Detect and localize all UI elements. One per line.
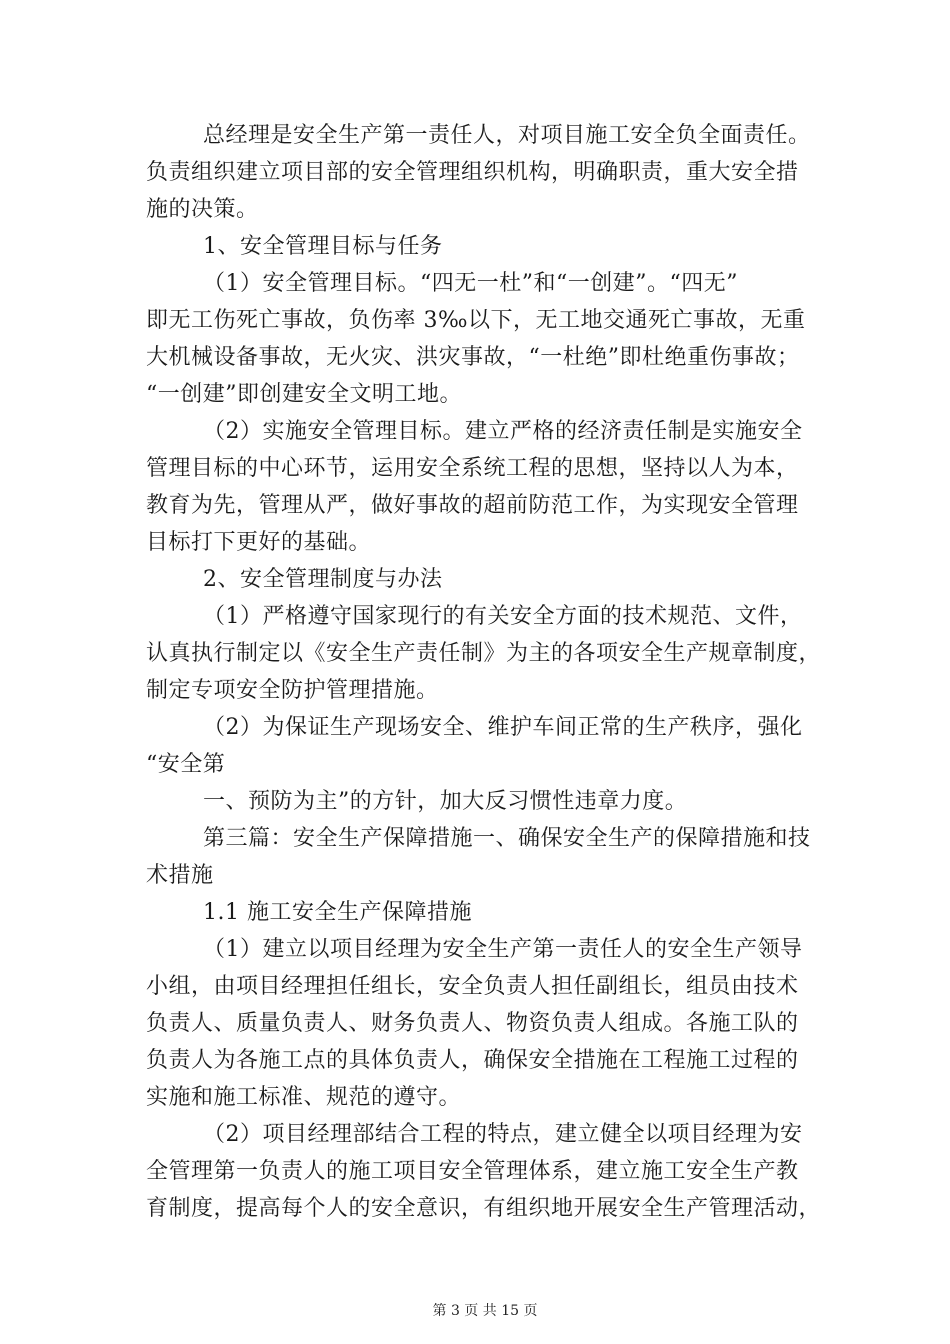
text-line: （1）严格遵守国家现行的有关安全方面的技术规范、文件， <box>203 604 803 629</box>
text-line: 一、预防为主”的方针，加大反习惯性违章力度。 <box>203 789 688 814</box>
text-line: 认真执行制定以《安全生产责任制》为主的各项安全生产规章制度， <box>146 641 822 666</box>
text-line: （1）建立以项目经理为安全生产第一责任人的安全生产领导 <box>203 937 803 962</box>
text-line: 术措施 <box>146 863 214 888</box>
text-line: 小组，由项目经理担任组长，安全负责人担任副组长，组员由技术 <box>146 974 799 999</box>
text-line: 负责人、质量负责人、财务负责人、物资负责人组成。各施工队的 <box>146 1011 799 1036</box>
text-line: 负责组织建立项目部的安全管理组织机构，明确职责，重大安全措 <box>146 160 799 185</box>
text-line: “安全第 <box>146 752 226 777</box>
text-line: 1、安全管理目标与任务 <box>203 234 443 259</box>
text-line: 2、安全管理制度与办法 <box>203 567 443 592</box>
text-line: 制定专项安全防护管理措施。 <box>146 678 439 703</box>
text-line: 大机械设备事故，无火灾、洪灾事故，“一杜绝”即杜绝重伤事故； <box>146 345 800 370</box>
text-line: 实施和施工标准、规范的遵守。 <box>146 1085 462 1110</box>
text-line: 教育为先，管理从严，做好事故的超前防范工作，为实现安全管理 <box>146 493 799 518</box>
text-line: （2）项目经理部结合工程的特点，建立健全以项目经理为安 <box>203 1122 803 1147</box>
text-line: （1）安全管理目标。“四无一杜”和“一创建”。“四无” <box>203 271 738 296</box>
text-line: 1.1 施工安全生产保障措施 <box>203 900 472 925</box>
text-line: 目标打下更好的基础。 <box>146 530 372 555</box>
text-line: 全管理第一负责人的施工项目安全管理体系，建立施工安全生产教 <box>146 1159 799 1184</box>
text-line: 总经理是安全生产第一责任人，对项目施工安全负全面责任。 <box>203 123 811 148</box>
text-line: 育制度，提高每个人的安全意识，有组织地开展安全生产管理活动， <box>146 1196 822 1221</box>
text-line: “一创建”即创建安全文明工地。 <box>146 382 462 407</box>
text-line: 第三篇：安全生产保障措施一、确保安全生产的保障措施和技 <box>203 826 811 851</box>
text-line: （2）实施安全管理目标。建立严格的经济责任制是实施安全 <box>203 419 803 444</box>
text-line: 管理目标的中心环节，运用安全系统工程的思想，坚持以人为本， <box>146 456 799 481</box>
text-line: 施的决策。 <box>146 197 259 222</box>
text-line: 负责人为各施工点的具体负责人，确保安全措施在工程施工过程的 <box>146 1048 799 1073</box>
text-line: 即无工伤死亡事故，负伤率 3‰以下，无工地交通死亡事故，无重 <box>146 308 806 333</box>
page-number-footer: 第 3 页 共 15 页 <box>432 1303 538 1319</box>
text-line: （2）为保证生产现场安全、维护车间正常的生产秩序，强化 <box>203 715 803 740</box>
